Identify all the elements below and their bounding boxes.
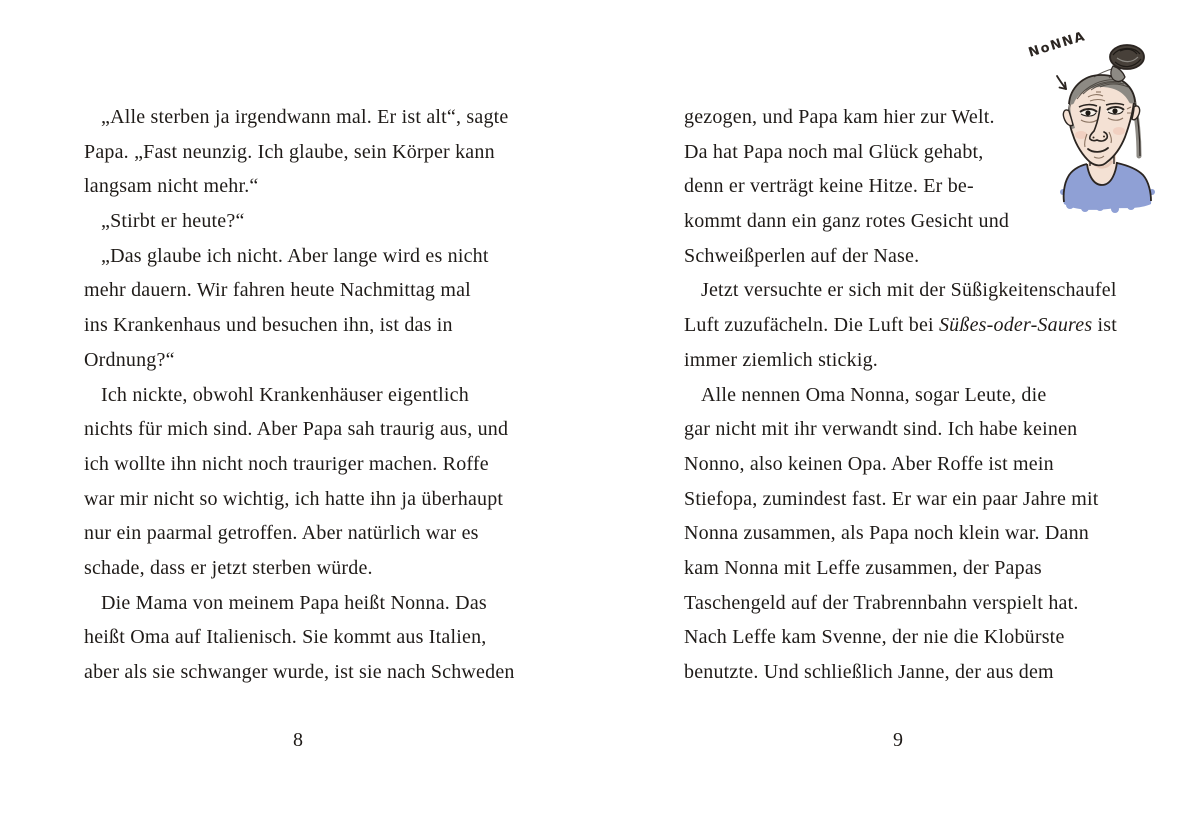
text-line: Da hat Papa noch mal Glück gehabt, xyxy=(684,140,984,163)
text-line: denn er verträgt keine Hitze. Er be- xyxy=(684,175,974,198)
text-line: Papa. „Fast neunzig. Ich glaube, sein Körper kann xyxy=(84,140,495,163)
text-line: Alle nennen Oma Nonna, sogar Leute, die xyxy=(701,383,1047,406)
text-line: immer ziemlich stickig. xyxy=(684,348,878,371)
text-line: nichts für mich sind. Aber Papa sah traurig aus, und xyxy=(84,418,509,441)
text-line: kommt dann ein ganz rotes Gesicht und xyxy=(684,210,1010,233)
arrow-icon xyxy=(1057,76,1066,89)
text-line: heißt Oma auf Italienisch. Sie kommt aus Italien, xyxy=(84,626,487,649)
text-line: aber als sie schwanger wurde, ist sie nach Schweden xyxy=(84,661,515,683)
text-line: nur ein paarmal getroffen. Aber natürlich war es xyxy=(84,522,479,545)
text-line: Ordnung?“ xyxy=(84,348,175,371)
text-line: Nonna zusammen, als Papa noch klein war. Dann xyxy=(684,522,1090,545)
left-page-text xyxy=(84,100,540,690)
text-line: gezogen, und Papa kam hier zur Welt. xyxy=(684,106,995,128)
text-line: „Das glaube ich nicht. Aber lange wird es nicht xyxy=(101,244,489,267)
text-line: „Alle sterben ja irgendwann mal. Er ist alt“, sagte xyxy=(101,106,509,128)
text-line: schade, dass er jetzt sterben würde. xyxy=(84,556,373,579)
text-line: Die Mama von meinem Papa heißt Nonna. Das xyxy=(101,591,487,614)
text-line: langsam nicht mehr.“ xyxy=(84,175,259,198)
text-line: Luft zuzufächeln. Die Luft bei Süßes-oder-Saures ist xyxy=(684,314,1118,337)
text-line: Jetzt versuchte er sich mit der Süßigkeitenschaufel xyxy=(701,279,1117,302)
text-line: kam Nonna mit Leffe zusammen, der Papas xyxy=(684,556,1042,579)
right-page-number: 9 xyxy=(893,729,903,751)
text-line: benutzte. Und schließlich Janne, der aus dem xyxy=(684,661,1054,683)
text-line: Nonno, also keinen Opa. Aber Roffe ist mein xyxy=(684,452,1054,475)
text-line: war mir nicht so wichtig, ich hatte ihn ja überhaupt xyxy=(84,487,504,510)
nonna-illustration xyxy=(1000,0,1200,260)
text-line: gar nicht mit ihr verwandt sind. Ich habe keinen xyxy=(684,418,1078,441)
text-line: Schweißperlen auf der Nase. xyxy=(684,244,920,267)
nonna-portrait xyxy=(1000,0,1200,260)
text-line: Ich nickte, obwohl Krankenhäuser eigentlich xyxy=(101,383,469,406)
text-line: ins Krankenhaus und besuchen ihn, ist das in xyxy=(84,314,453,337)
text-line: mehr dauern. Wir fahren heute Nachmittag mal xyxy=(84,279,471,302)
nonna-label: NoNNA xyxy=(1026,29,1088,61)
text-line: „Stirbt er heute?“ xyxy=(101,210,245,233)
left-page-number: 8 xyxy=(293,729,303,751)
text-line: Stiefopa, zumindest fast. Er war ein paar Jahre mit xyxy=(684,487,1099,510)
text-line: Nach Leffe kam Svenne, der nie die Klobürste xyxy=(684,626,1065,649)
text-line: ich wollte ihn nicht noch trauriger machen. Roffe xyxy=(84,452,489,475)
text-line: Taschengeld auf der Trabrennbahn verspielt hat. xyxy=(684,591,1079,614)
